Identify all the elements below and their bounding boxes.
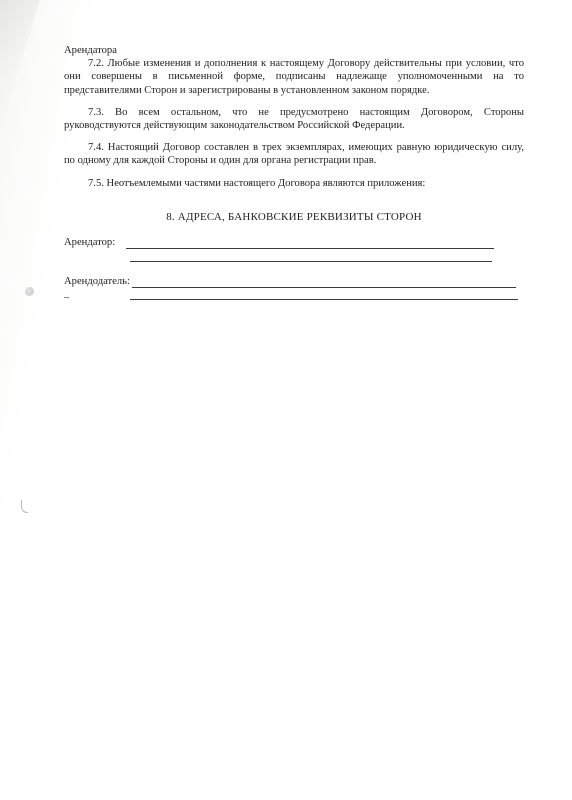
punch-hole-mark <box>25 287 34 296</box>
clause-7-3: 7.3. Во всем остальном, что не предусмотрено настоящим Договором, Стороны руководствуются действующим законодательством Российской Федерации. <box>64 106 524 132</box>
tenant-line-2 <box>130 261 492 262</box>
scan-fold-shadow <box>0 0 40 130</box>
clause-7-4: 7.4. Настоящий Договор составлен в трех экземплярах, имеющих равную юридическую силу, по одному для каждой Стороны и один для органа регистрации прав. <box>64 142 524 167</box>
landlord-label: Арендодатель: <box>64 276 130 287</box>
clause-7-5: 7.5. Неотъемлемыми частями настоящего Договора являются приложения: <box>88 177 426 189</box>
top-fragment: Арендатора <box>64 45 117 56</box>
section-heading: 8. АДРЕСА, БАНКОВСКИЕ РЕКВИЗИТЫ СТОРОН <box>166 211 422 223</box>
clause-7-2: 7.2. Любые изменения и дополнения к настоящему Договору действительны при условии, что они совершены в письменной форме, подписаны надлежаще уполномоченными на то представителями Сторон и зарегистрированы в установленном законом порядке. <box>64 58 524 96</box>
scan-mark <box>21 500 28 513</box>
document-body <box>64 44 524 199</box>
dash-mark: _ <box>64 288 69 299</box>
tenant-line-1 <box>126 248 494 249</box>
tenant-label: Арендатор: <box>64 237 116 248</box>
landlord-line-2 <box>130 299 518 300</box>
landlord-line-1 <box>132 287 516 288</box>
